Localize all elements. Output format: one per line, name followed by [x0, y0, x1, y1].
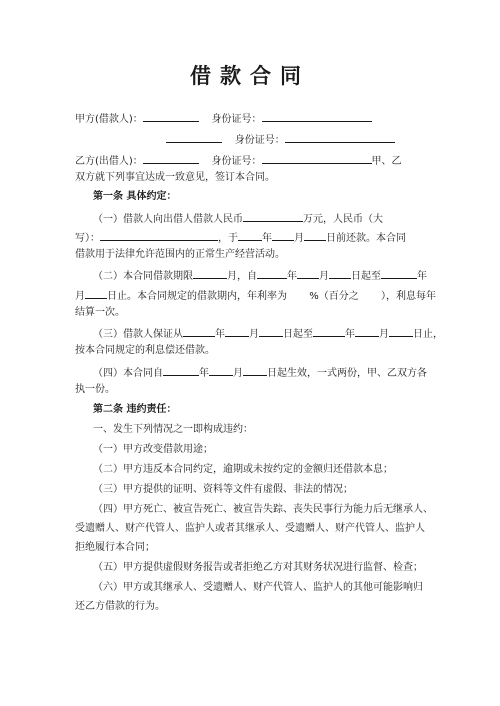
clause-4-line-2: 执一份。 — [75, 384, 115, 395]
clause-2-line-2 — [75, 287, 436, 304]
clause-4-text-b: 年 — [199, 368, 209, 379]
contract-title: 借款合同 — [190, 64, 310, 88]
guarantee-end-month-blank[interactable] — [355, 325, 379, 337]
repay-day-blank[interactable] — [304, 229, 326, 241]
clause-2-text-d: 月 — [319, 271, 329, 282]
breach-item-2: （二）甲方违反本合同约定，逾期或未按约定的金额归还借款本息； — [93, 464, 393, 475]
party-b-id-blank[interactable] — [262, 152, 372, 164]
end-year-blank[interactable] — [381, 267, 417, 279]
breach-item-1: （一）甲方改变借款用途； — [93, 444, 213, 455]
party-b-label: 乙方(出借人)： — [75, 156, 143, 167]
clause-3-line-2: 按本合同规定的利息偿还借款。 — [75, 345, 215, 356]
clause-3-text-e: 年 — [345, 329, 355, 340]
clause-3-text-a: （三）借款人保证从 — [93, 329, 183, 340]
party-a-line — [75, 110, 372, 127]
effective-month-blank[interactable] — [209, 364, 233, 376]
guarantee-end-year-blank[interactable] — [313, 325, 345, 337]
clause-3-text-b: 年 — [215, 329, 225, 340]
party-a-id-blank-2[interactable] — [285, 131, 395, 143]
clause-3-text-d: 日起至 — [283, 329, 313, 340]
clause-1-line-3: 借款用于法律允许范围内的正常生产经营活动。 — [75, 249, 285, 260]
clause-2-text-c: 年 — [287, 271, 297, 282]
effective-year-blank[interactable] — [163, 364, 199, 376]
clause-2-text-f: 年 — [417, 271, 427, 282]
term-months-blank[interactable] — [193, 267, 227, 279]
clause-1-text-f: 月 — [294, 233, 304, 244]
clause-1-text-e: 年 — [262, 233, 272, 244]
clause-3-text-f: 月 — [379, 329, 389, 340]
party-b-suffix: 甲、乙 — [371, 156, 402, 167]
clause-2-text-j: ），利息每年 — [381, 291, 437, 302]
start-year-blank[interactable] — [257, 267, 287, 279]
clause-4-text-d: 日起生效，一式两份，甲、乙双方各 — [267, 368, 427, 379]
breach-item-6-line-1: （六）甲方或其继承人、受遗赠人、财产代管人、监护人的其他可能影响归 — [93, 582, 423, 593]
clause-1-text-g: 日前还款。本合同 — [326, 233, 406, 244]
clause-1-text-a: （一）借款人向出借人借款人民币 — [93, 214, 243, 225]
breach-item-4-line-2: 受遗赠人、财产代管人、监护人或者其继承人、受遗赠人、财产代管人、监护人 — [75, 523, 425, 534]
clause-3-line-1 — [93, 325, 443, 342]
breach-item-4-line-1: （四）甲方死亡、被宣告死亡、被宣告失踪、丧失民事行为能力后无继承人、 — [93, 504, 433, 515]
breach-item-6-line-2: 还乙方借款的行为。 — [75, 601, 165, 612]
party-a-id-label: 身份证号： — [211, 114, 262, 125]
party-a-id-blank[interactable] — [262, 110, 372, 122]
clause-2-text-g: 月 — [75, 291, 85, 302]
party-a-label: 甲方(借款人)： — [75, 114, 143, 125]
clause-2-text-i: %（百分之 — [309, 291, 359, 302]
amount-words-blank[interactable] — [100, 229, 218, 241]
article-2-heading: 第二条 违约责任： — [93, 404, 177, 415]
guarantee-end-day-blank[interactable] — [389, 325, 413, 337]
clause-2-line-3: 结算一次。 — [75, 307, 125, 318]
clause-4-text-a: （四）本合同自 — [93, 368, 163, 379]
article-1-heading: 第一条 具体约定： — [93, 191, 177, 202]
party-b-id-label: 身份证号： — [211, 156, 262, 167]
start-month-blank[interactable] — [297, 267, 319, 279]
clause-3-text-c: 月 — [249, 329, 259, 340]
clause-1-line-1 — [93, 210, 383, 227]
clause-1-text-b: 万元，人民币（大 — [303, 214, 383, 225]
breach-item-4-line-3: 拒绝履行本合同； — [75, 542, 155, 553]
clause-2-line-1 — [93, 267, 427, 284]
end-day-blank[interactable] — [85, 287, 107, 299]
intro-text: 双方就下列事宜达成一致意见，签订本合同。 — [75, 172, 275, 183]
repay-month-blank[interactable] — [272, 229, 294, 241]
clause-4-text-c: 月 — [233, 368, 243, 379]
clause-2-text-e: 日起至 — [351, 271, 381, 282]
party-b-name-blank[interactable] — [143, 152, 199, 164]
party-a-line-2 — [166, 131, 395, 148]
effective-day-blank[interactable] — [243, 364, 267, 376]
clause-1-line-2 — [75, 229, 406, 246]
repay-year-blank[interactable] — [238, 229, 262, 241]
breach-intro: 一、发生下列情况之一即构成违约： — [93, 424, 253, 435]
party-a-name-blank-2[interactable] — [166, 131, 222, 143]
party-b-line — [75, 152, 402, 169]
start-day-blank[interactable] — [329, 267, 351, 279]
party-a-id-label-2: 身份证号： — [234, 135, 285, 146]
guarantee-start-day-blank[interactable] — [259, 325, 283, 337]
breach-item-5: （五）甲方提供虚假财务报告或者拒绝乙方对其财务状况进行监督、检查； — [93, 562, 423, 573]
clause-2-text-a: （二）本合同借款期限 — [93, 271, 193, 282]
breach-item-3: （三）甲方提供的证明、资料等文件有虚假、非法的情况； — [93, 484, 353, 495]
clause-1-text-c: 写）： — [75, 233, 100, 244]
clause-2-text-h: 日止。本合同规定的借款期内，年利率为 — [107, 291, 287, 302]
clause-4-line-1 — [93, 364, 427, 381]
guarantee-start-year-blank[interactable] — [183, 325, 215, 337]
clause-2-text-b: 月，自 — [227, 271, 257, 282]
clause-3-text-g: 日止， — [413, 329, 443, 340]
guarantee-start-month-blank[interactable] — [225, 325, 249, 337]
clause-1-text-d: ，于 — [218, 233, 238, 244]
amount-blank[interactable] — [243, 210, 303, 222]
party-a-name-blank[interactable] — [143, 110, 199, 122]
